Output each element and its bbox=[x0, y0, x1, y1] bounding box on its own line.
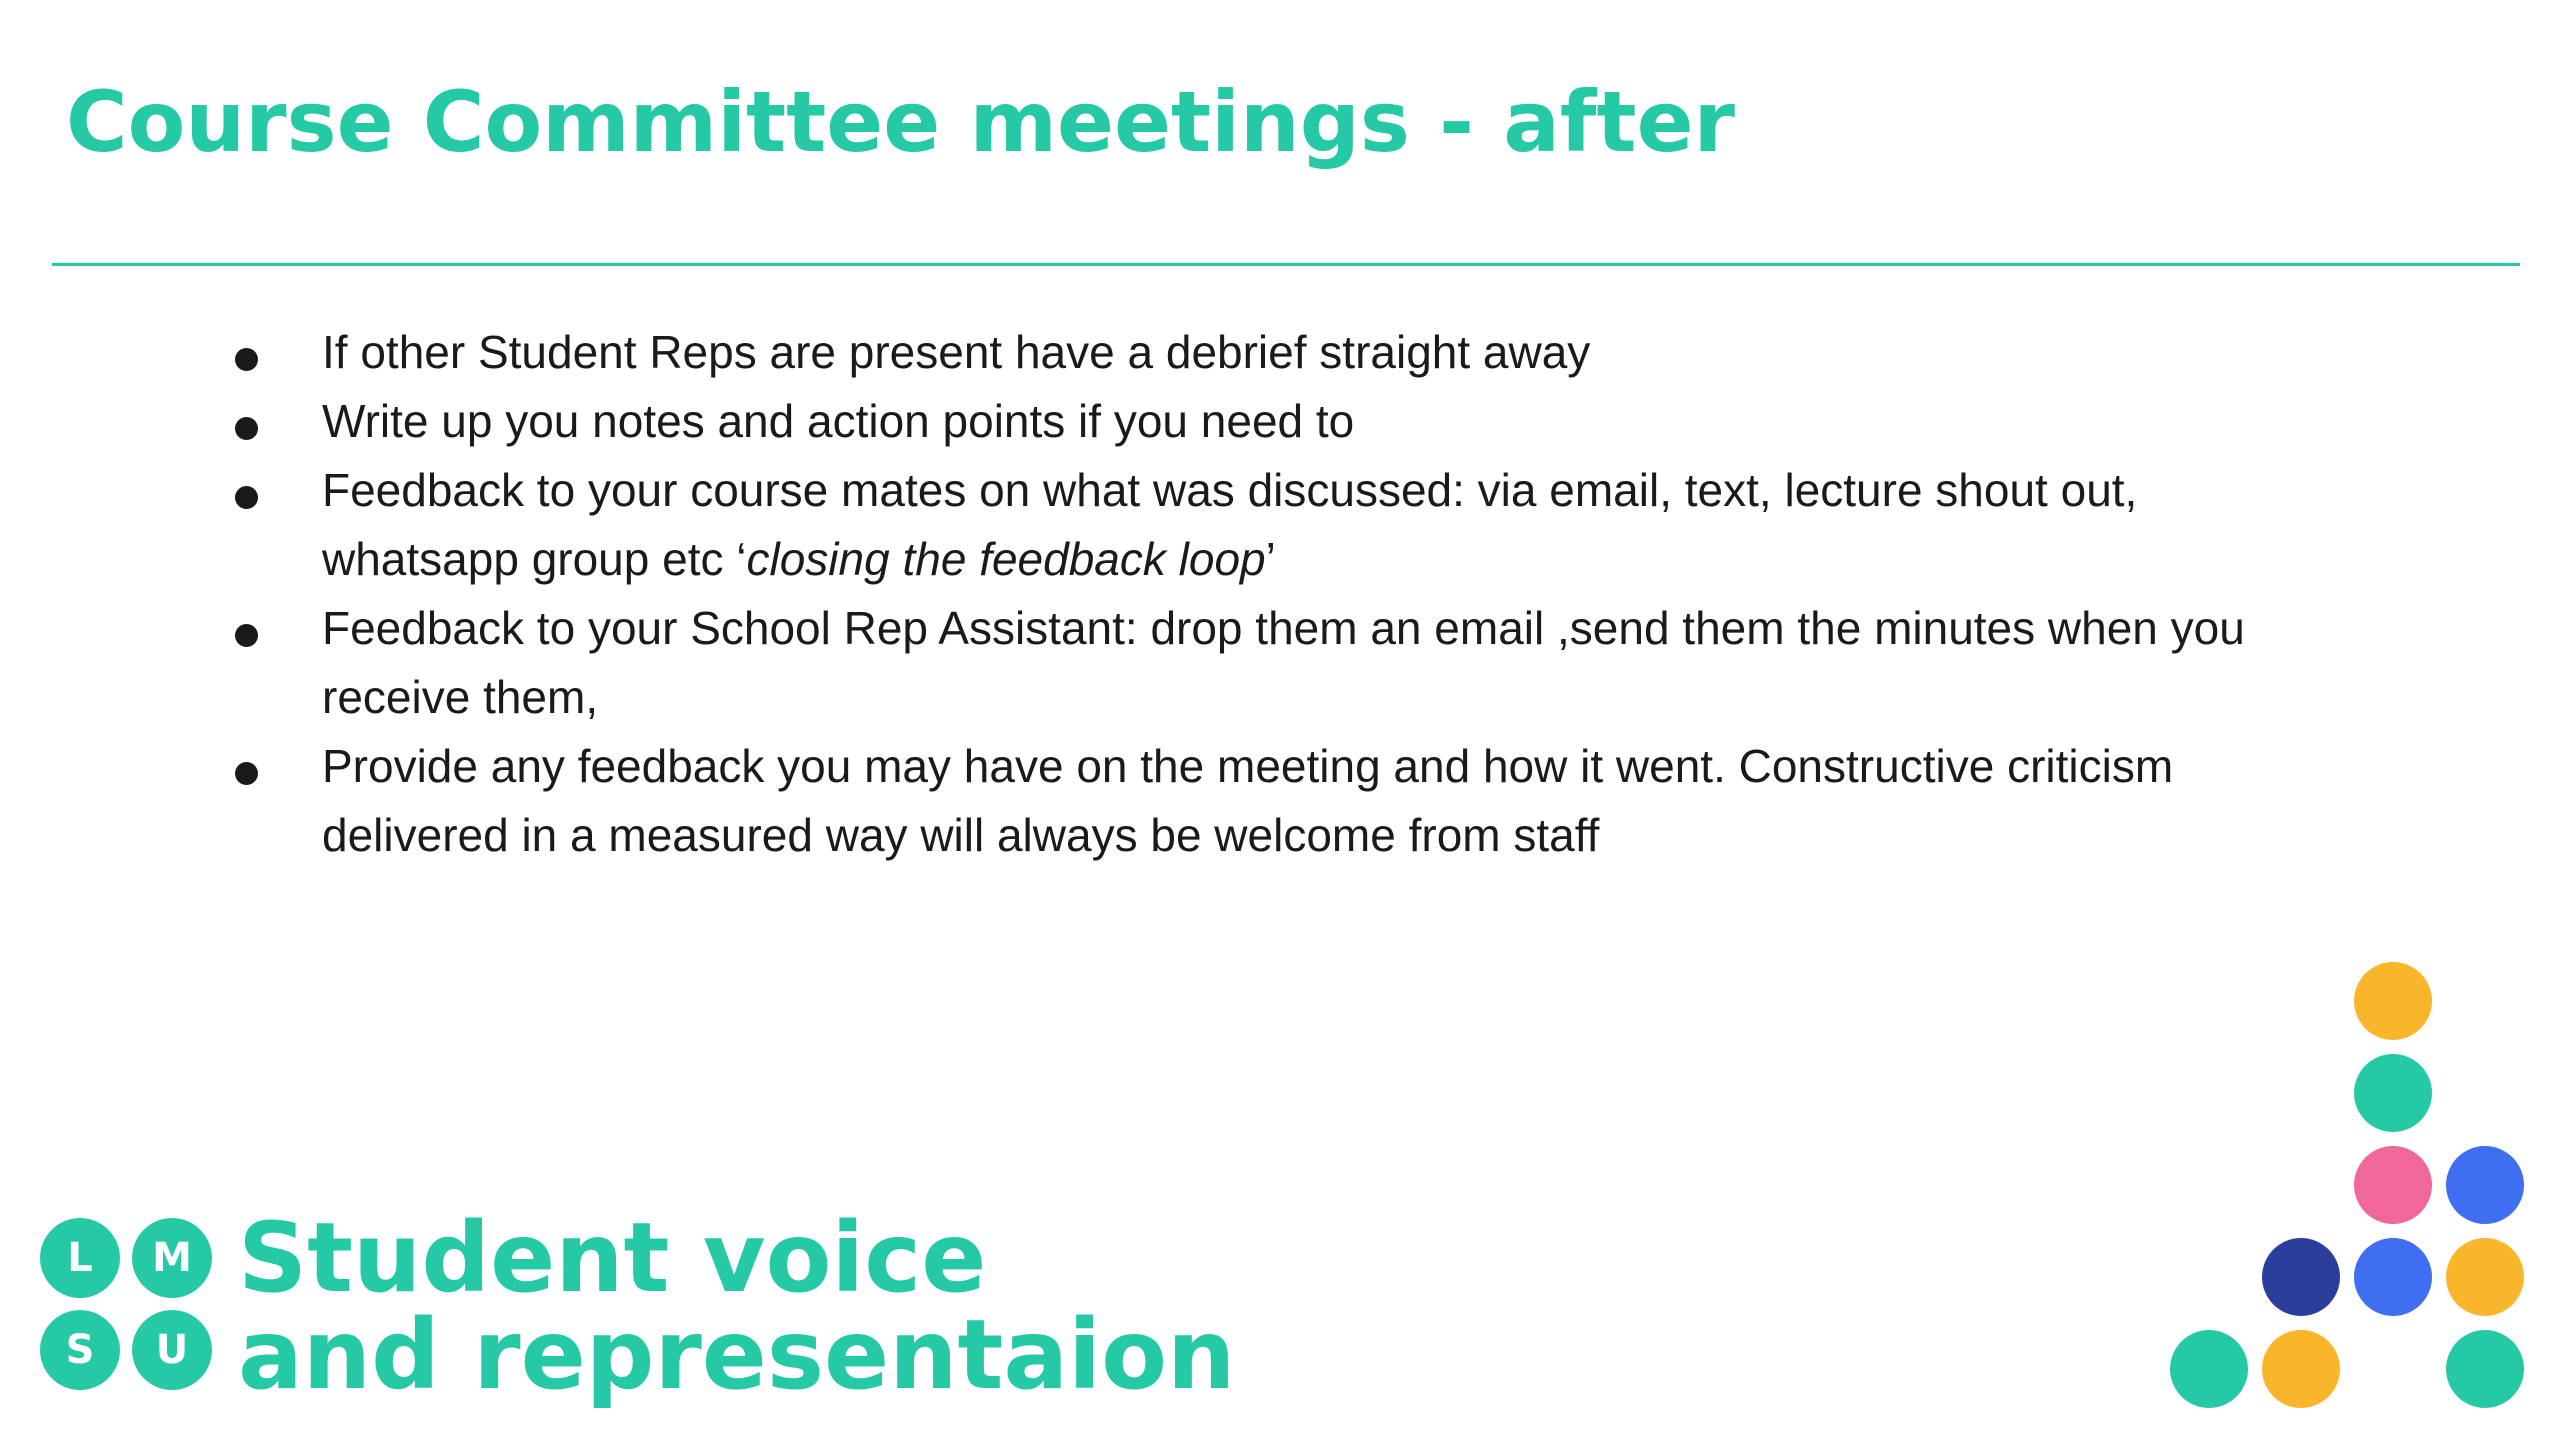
bullet-text: Feedback to your course mates on what was discussed: via email, text, lecture shout out, whatsapp group etc ‘ bbox=[322, 464, 2138, 585]
lmsu-logo bbox=[40, 1218, 218, 1396]
decor-dot bbox=[2446, 1146, 2524, 1224]
brand-line-2: and representaion bbox=[238, 1299, 1236, 1411]
decor-dot bbox=[2354, 1238, 2432, 1316]
decor-dot bbox=[2354, 1054, 2432, 1132]
decor-dot bbox=[2170, 1330, 2248, 1408]
bullet-text-end: ’ bbox=[1265, 533, 1276, 585]
decor-dot bbox=[2262, 1330, 2340, 1408]
decor-dot bbox=[2446, 1330, 2524, 1408]
bullet-text: Write up you notes and action points if you need to bbox=[322, 395, 1355, 447]
title-divider bbox=[52, 263, 2520, 266]
bullet-text-italic: closing the feedback loop bbox=[746, 533, 1266, 585]
bullet-dot-icon bbox=[235, 348, 258, 371]
bullet-dot-icon bbox=[235, 417, 258, 440]
bullet-text: Provide any feedback you may have on the meeting and how it went. Constructive criticism delivered in a measured way will always be welcome from staff bbox=[322, 740, 2174, 861]
bullet-dot-icon bbox=[235, 486, 258, 509]
bullet-list bbox=[228, 318, 2248, 870]
bullet-text: If other Student Reps are present have a debrief straight away bbox=[322, 326, 1591, 378]
decor-dot bbox=[2446, 1238, 2524, 1316]
decor-dot bbox=[2262, 1238, 2340, 1316]
brand-wordmark bbox=[238, 1202, 1236, 1411]
decor-dot bbox=[2354, 1146, 2432, 1224]
bullet-item bbox=[228, 594, 2248, 732]
bullet-item bbox=[228, 456, 2248, 594]
logo-circle-l: L bbox=[40, 1218, 120, 1298]
slide-title: Course Committee meetings - after bbox=[66, 73, 1735, 171]
bullet-text: Feedback to your School Rep Assistant: drop them an email ,send them the minutes when you receive them, bbox=[322, 602, 2245, 723]
logo-circle-s: S bbox=[40, 1310, 120, 1390]
bullet-dot-icon bbox=[235, 624, 258, 647]
bullet-item bbox=[228, 732, 2248, 870]
bullet-item bbox=[228, 318, 2248, 387]
logo-circle-u: U bbox=[132, 1310, 212, 1390]
bullet-dot-icon bbox=[235, 762, 258, 785]
bullet-item bbox=[228, 387, 2248, 456]
brand-line-1: Student voice bbox=[238, 1202, 987, 1314]
decor-dot bbox=[2354, 962, 2432, 1040]
logo-circle-m: M bbox=[132, 1218, 212, 1298]
